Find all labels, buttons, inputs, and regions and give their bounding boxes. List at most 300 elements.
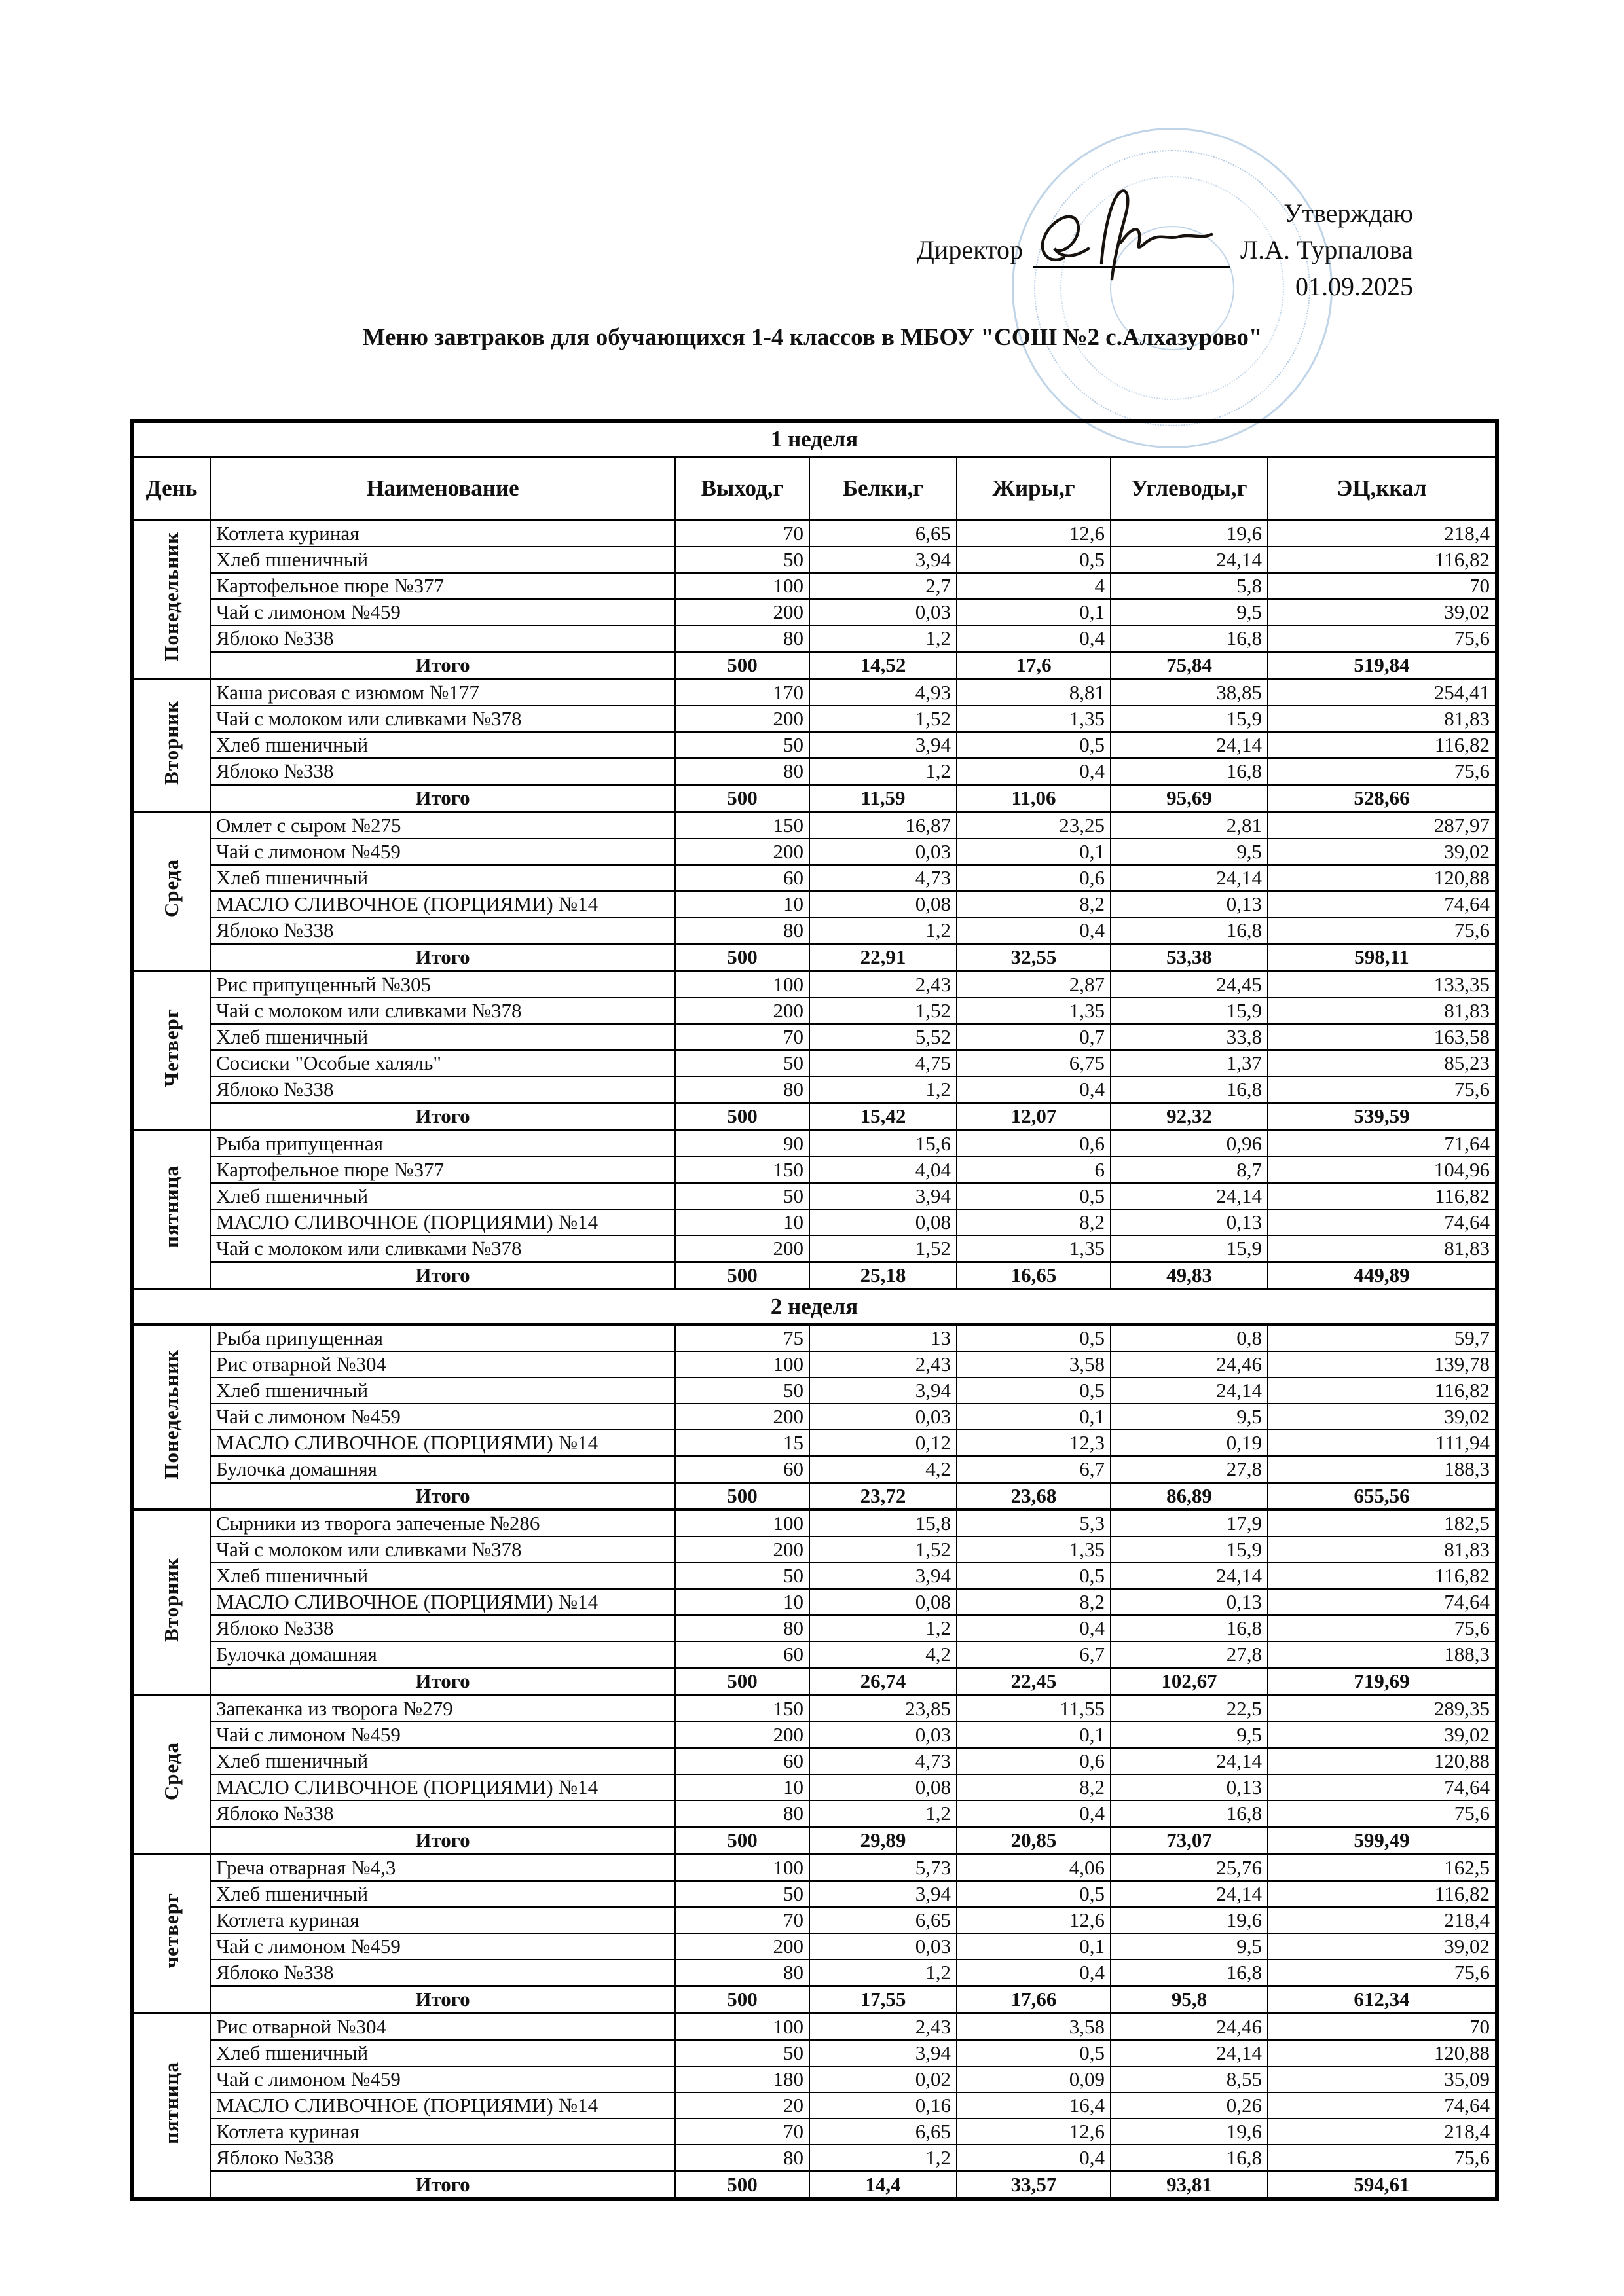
item-value-cell: 35,09	[1268, 2066, 1497, 2092]
item-name-cell: Запеканка из творога №279	[210, 1695, 675, 1722]
item-value-cell: 100	[675, 1854, 809, 1881]
menu-item-row	[132, 573, 1497, 599]
item-value-cell: 1,52	[809, 706, 957, 732]
item-value-cell: 0,8	[1111, 1324, 1268, 1351]
item-value-cell: 15,9	[1111, 1235, 1268, 1262]
day-label: Четверг	[160, 1008, 183, 1087]
item-value-cell: 4,2	[809, 1456, 957, 1483]
total-value-cell: 12,07	[957, 1103, 1111, 1131]
item-value-cell: 50	[675, 1050, 809, 1076]
item-value-cell: 12,6	[957, 520, 1111, 547]
menu-item-row	[132, 1563, 1497, 1589]
total-value-cell: 26,74	[809, 1668, 957, 1696]
item-value-cell: 50	[675, 1377, 809, 1404]
total-label: Итого	[210, 1103, 675, 1131]
item-value-cell: 1,35	[957, 1537, 1111, 1563]
item-value-cell: 80	[675, 1615, 809, 1641]
item-name-cell: Хлеб пшеничный	[210, 2040, 675, 2066]
day-label: Понедельник	[160, 531, 183, 662]
total-value-cell: 11,59	[809, 785, 957, 812]
item-value-cell: 6,65	[809, 2119, 957, 2145]
item-value-cell: 1,35	[957, 1235, 1111, 1262]
item-value-cell: 0,08	[809, 891, 957, 917]
item-value-cell: 81,83	[1268, 1537, 1497, 1563]
item-value-cell: 0,1	[957, 839, 1111, 865]
total-value-cell: 23,72	[809, 1483, 957, 1510]
item-value-cell: 0,08	[809, 1774, 957, 1800]
menu-item-row	[132, 1157, 1497, 1183]
total-value-cell: 86,89	[1111, 1483, 1268, 1510]
item-value-cell: 9,5	[1111, 839, 1268, 865]
item-value-cell: 38,85	[1111, 679, 1268, 706]
item-value-cell: 1,2	[809, 1076, 957, 1103]
item-value-cell: 1,52	[809, 998, 957, 1024]
item-value-cell: 80	[675, 2145, 809, 2172]
item-value-cell: 0,09	[957, 2066, 1111, 2092]
item-value-cell: 33,8	[1111, 1024, 1268, 1050]
item-value-cell: 75,6	[1268, 1615, 1497, 1641]
item-value-cell: 116,82	[1268, 547, 1497, 573]
item-value-cell: 200	[675, 1235, 809, 1262]
total-value-cell: 25,18	[809, 1262, 957, 1290]
menu-item-row	[132, 917, 1497, 944]
item-value-cell: 1,2	[809, 2145, 957, 2172]
item-value-cell: 6,7	[957, 1456, 1111, 1483]
total-value-cell: 75,84	[1111, 652, 1268, 680]
item-value-cell: 1,2	[809, 1615, 957, 1641]
item-value-cell: 0,03	[809, 839, 957, 865]
item-value-cell: 116,82	[1268, 1563, 1497, 1589]
total-value-cell: 594,61	[1268, 2172, 1497, 2200]
total-value-cell: 92,32	[1111, 1103, 1268, 1131]
item-value-cell: 200	[675, 1722, 809, 1748]
item-name-cell: Рис припущенный №305	[210, 971, 675, 998]
item-value-cell: 104,96	[1268, 1157, 1497, 1183]
item-value-cell: 24,46	[1111, 1351, 1268, 1377]
menu-item-row	[132, 706, 1497, 732]
item-value-cell: 71,64	[1268, 1130, 1497, 1157]
item-value-cell: 17,9	[1111, 1510, 1268, 1537]
item-value-cell: 0,1	[957, 1722, 1111, 1748]
item-value-cell: 11,55	[957, 1695, 1111, 1722]
item-value-cell: 6,65	[809, 520, 957, 547]
item-value-cell: 24,14	[1111, 547, 1268, 573]
item-value-cell: 12,6	[957, 2119, 1111, 2145]
item-value-cell: 3,94	[809, 1183, 957, 1209]
col-output: Выход,г	[675, 457, 809, 520]
day-total-row	[132, 1827, 1497, 1855]
item-value-cell: 2,87	[957, 971, 1111, 998]
menu-item-row	[132, 2040, 1497, 2066]
total-value-cell: 22,45	[957, 1668, 1111, 1696]
item-value-cell: 0,02	[809, 2066, 957, 2092]
week-header-row	[132, 421, 1497, 457]
item-name-cell: Хлеб пшеничный	[210, 547, 675, 573]
menu-item-row	[132, 1404, 1497, 1430]
menu-table	[130, 419, 1499, 2201]
day-cell	[132, 812, 210, 971]
item-name-cell: Сырники из творога запеченые №286	[210, 1510, 675, 1537]
item-name-cell: Хлеб пшеничный	[210, 865, 675, 891]
item-value-cell: 39,02	[1268, 1722, 1497, 1748]
total-value-cell: 449,89	[1268, 1262, 1497, 1290]
item-value-cell: 81,83	[1268, 706, 1497, 732]
item-value-cell: 200	[675, 998, 809, 1024]
item-value-cell: 0,4	[957, 1959, 1111, 1986]
item-value-cell: 16,8	[1111, 2145, 1268, 2172]
item-value-cell: 23,85	[809, 1695, 957, 1722]
menu-item-row	[132, 1183, 1497, 1209]
item-value-cell: 8,2	[957, 1209, 1111, 1235]
item-value-cell: 24,14	[1111, 1377, 1268, 1404]
item-value-cell: 74,64	[1268, 1589, 1497, 1615]
item-value-cell: 9,5	[1111, 1722, 1268, 1748]
item-value-cell: 0,4	[957, 758, 1111, 785]
item-name-cell: Яблоко №338	[210, 917, 675, 944]
item-value-cell: 23,25	[957, 812, 1111, 839]
item-value-cell: 9,5	[1111, 599, 1268, 625]
day-label: Понедельник	[160, 1349, 183, 1480]
item-name-cell: Котлета куриная	[210, 2119, 675, 2145]
item-value-cell: 139,78	[1268, 1351, 1497, 1377]
item-name-cell: МАСЛО СЛИВОЧНОЕ (ПОРЦИЯМИ) №14	[210, 891, 675, 917]
item-value-cell: 0,13	[1111, 1589, 1268, 1615]
item-value-cell: 0,1	[957, 1933, 1111, 1959]
item-value-cell: 22,5	[1111, 1695, 1268, 1722]
day-total-row	[132, 944, 1497, 972]
item-value-cell: 4,73	[809, 1748, 957, 1774]
total-value-cell: 17,66	[957, 1986, 1111, 2014]
total-label: Итого	[210, 1986, 675, 2014]
item-value-cell: 24,46	[1111, 2013, 1268, 2040]
item-value-cell: 0,5	[957, 1377, 1111, 1404]
item-name-cell: Чай с молоком или сливками №378	[210, 1537, 675, 1563]
item-value-cell: 4,06	[957, 1854, 1111, 1881]
total-label: Итого	[210, 1483, 675, 1510]
day-label: пятница	[160, 1165, 183, 1248]
item-value-cell: 0,12	[809, 1430, 957, 1456]
item-value-cell: 188,3	[1268, 1456, 1497, 1483]
item-value-cell: 60	[675, 1641, 809, 1668]
item-value-cell: 0,03	[809, 599, 957, 625]
item-value-cell: 3,94	[809, 2040, 957, 2066]
item-name-cell: Хлеб пшеничный	[210, 732, 675, 758]
menu-table-wrap	[130, 419, 1499, 2201]
item-value-cell: 15,9	[1111, 998, 1268, 1024]
item-name-cell: Котлета куриная	[210, 1907, 675, 1933]
item-value-cell: 50	[675, 2040, 809, 2066]
item-value-cell: 16,8	[1111, 1959, 1268, 1986]
item-value-cell: 0,4	[957, 2145, 1111, 2172]
item-name-cell: Омлет с сыром №275	[210, 812, 675, 839]
menu-item-row	[132, 1050, 1497, 1076]
menu-item-row	[132, 998, 1497, 1024]
item-value-cell: 75,6	[1268, 1076, 1497, 1103]
approval-block	[917, 195, 1413, 305]
item-value-cell: 70	[1268, 573, 1497, 599]
item-value-cell: 50	[675, 547, 809, 573]
item-value-cell: 8,2	[957, 891, 1111, 917]
item-value-cell: 150	[675, 1157, 809, 1183]
item-value-cell: 1,2	[809, 1800, 957, 1827]
item-value-cell: 116,82	[1268, 1183, 1497, 1209]
total-value-cell: 612,34	[1268, 1986, 1497, 2014]
item-value-cell: 70	[1268, 2013, 1497, 2040]
total-value-cell: 500	[675, 1103, 809, 1131]
item-value-cell: 4,93	[809, 679, 957, 706]
item-name-cell: Картофельное пюре №377	[210, 573, 675, 599]
item-value-cell: 200	[675, 599, 809, 625]
day-total-row	[132, 652, 1497, 680]
item-name-cell: Яблоко №338	[210, 1076, 675, 1103]
item-name-cell: Хлеб пшеничный	[210, 1377, 675, 1404]
total-value-cell: 17,6	[957, 652, 1111, 680]
item-name-cell: МАСЛО СЛИВОЧНОЕ (ПОРЦИЯМИ) №14	[210, 1774, 675, 1800]
item-value-cell: 81,83	[1268, 1235, 1497, 1262]
item-name-cell: Чай с лимоном №459	[210, 1933, 675, 1959]
item-value-cell: 2,43	[809, 1351, 957, 1377]
total-value-cell: 519,84	[1268, 652, 1497, 680]
item-value-cell: 39,02	[1268, 839, 1497, 865]
col-carbs: Углеводы,г	[1111, 457, 1268, 520]
item-name-cell: МАСЛО СЛИВОЧНОЕ (ПОРЦИЯМИ) №14	[210, 2092, 675, 2119]
total-value-cell: 14,4	[809, 2172, 957, 2200]
item-value-cell: 24,14	[1111, 1563, 1268, 1589]
item-value-cell: 39,02	[1268, 1404, 1497, 1430]
item-value-cell: 3,58	[957, 2013, 1111, 2040]
menu-item-row	[132, 1377, 1497, 1404]
menu-item-row	[132, 1537, 1497, 1563]
item-name-cell: Котлета куриная	[210, 520, 675, 547]
item-value-cell: 15,9	[1111, 1537, 1268, 1563]
item-value-cell: 6,65	[809, 1907, 957, 1933]
item-value-cell: 0,96	[1111, 1130, 1268, 1157]
total-value-cell: 500	[675, 1262, 809, 1290]
item-value-cell: 100	[675, 573, 809, 599]
item-value-cell: 0,5	[957, 732, 1111, 758]
item-name-cell: Рыба припущенная	[210, 1130, 675, 1157]
item-value-cell: 0,4	[957, 625, 1111, 652]
week-header: 1 неделя	[132, 421, 1497, 457]
item-value-cell: 287,97	[1268, 812, 1497, 839]
item-value-cell: 16,8	[1111, 625, 1268, 652]
menu-item-row	[132, 1076, 1497, 1103]
item-value-cell: 0,13	[1111, 891, 1268, 917]
item-value-cell: 15,6	[809, 1130, 957, 1157]
item-value-cell: 20	[675, 2092, 809, 2119]
director-label: Директор	[916, 235, 1023, 264]
week-header-row	[132, 1289, 1497, 1324]
item-value-cell: 2,43	[809, 971, 957, 998]
item-name-cell: Каша рисовая с изюмом №177	[210, 679, 675, 706]
day-total-row	[132, 785, 1497, 812]
item-value-cell: 0,6	[957, 1748, 1111, 1774]
item-value-cell: 24,14	[1111, 865, 1268, 891]
item-value-cell: 100	[675, 1351, 809, 1377]
item-name-cell: Чай с молоком или сливками №378	[210, 1235, 675, 1262]
page-title: Меню завтраков для обучающихся 1-4 классов в МБОУ "СОШ №2 с.Алхазурово"	[362, 324, 1263, 351]
director-line	[917, 232, 1413, 268]
item-value-cell: 74,64	[1268, 1209, 1497, 1235]
menu-item-row	[132, 2145, 1497, 2172]
day-cell	[132, 1695, 210, 1854]
menu-item-row	[132, 839, 1497, 865]
item-value-cell: 2,7	[809, 573, 957, 599]
item-value-cell: 0,5	[957, 1881, 1111, 1907]
total-value-cell: 95,8	[1111, 1986, 1268, 2014]
day-total-row	[132, 1668, 1497, 1696]
col-fat: Жиры,г	[957, 457, 1111, 520]
menu-item-row	[132, 1695, 1497, 1722]
menu-item-row	[132, 812, 1497, 839]
item-value-cell: 0,03	[809, 1933, 957, 1959]
item-value-cell: 12,3	[957, 1430, 1111, 1456]
total-value-cell: 14,52	[809, 652, 957, 680]
item-value-cell: 218,4	[1268, 2119, 1497, 2145]
item-value-cell: 0,03	[809, 1722, 957, 1748]
menu-item-row	[132, 547, 1497, 573]
total-label: Итого	[210, 944, 675, 972]
item-name-cell: Чай с молоком или сливками №378	[210, 998, 675, 1024]
item-value-cell: 200	[675, 706, 809, 732]
signature-line	[1033, 237, 1230, 268]
menu-item-row	[132, 758, 1497, 785]
item-name-cell: Чай с лимоном №459	[210, 839, 675, 865]
item-name-cell: Чай с лимоном №459	[210, 599, 675, 625]
item-value-cell: 0,13	[1111, 1209, 1268, 1235]
item-value-cell: 24,45	[1111, 971, 1268, 998]
item-value-cell: 24,14	[1111, 1183, 1268, 1209]
menu-item-row	[132, 1589, 1497, 1615]
item-value-cell: 254,41	[1268, 679, 1497, 706]
item-name-cell: Рис отварной №304	[210, 1351, 675, 1377]
item-value-cell: 80	[675, 758, 809, 785]
menu-item-row	[132, 1456, 1497, 1483]
item-value-cell: 10	[675, 1774, 809, 1800]
total-label: Итого	[210, 1827, 675, 1855]
total-value-cell: 73,07	[1111, 1827, 1268, 1855]
item-value-cell: 6	[957, 1157, 1111, 1183]
item-value-cell: 16,8	[1111, 758, 1268, 785]
day-cell	[132, 1324, 210, 1510]
item-value-cell: 15,9	[1111, 706, 1268, 732]
item-value-cell: 1,52	[809, 1537, 957, 1563]
item-value-cell: 0,6	[957, 865, 1111, 891]
item-value-cell: 0,4	[957, 1615, 1111, 1641]
item-value-cell: 163,58	[1268, 1024, 1497, 1050]
item-name-cell: Чай с лимоном №459	[210, 1404, 675, 1430]
approve-word: Утверждаю	[1283, 198, 1413, 228]
item-value-cell: 80	[675, 917, 809, 944]
item-value-cell: 60	[675, 1456, 809, 1483]
item-value-cell: 0,5	[957, 1183, 1111, 1209]
item-value-cell: 39,02	[1268, 1933, 1497, 1959]
item-name-cell: Хлеб пшеничный	[210, 1748, 675, 1774]
item-name-cell: Хлеб пшеничный	[210, 1183, 675, 1209]
item-value-cell: 5,73	[809, 1854, 957, 1881]
menu-item-row	[132, 865, 1497, 891]
item-name-cell: Булочка домашняя	[210, 1456, 675, 1483]
item-value-cell: 0,03	[809, 1404, 957, 1430]
signature	[1033, 178, 1230, 286]
item-value-cell: 25,76	[1111, 1854, 1268, 1881]
total-label: Итого	[210, 652, 675, 680]
item-value-cell: 80	[675, 625, 809, 652]
menu-item-row	[132, 1209, 1497, 1235]
day-cell	[132, 2013, 210, 2199]
item-value-cell: 0,1	[957, 1404, 1111, 1430]
item-name-cell: Чай с лимоном №459	[210, 1722, 675, 1748]
item-value-cell: 3,94	[809, 732, 957, 758]
total-value-cell: 500	[675, 785, 809, 812]
day-cell	[132, 1130, 210, 1289]
col-kcal: ЭЦ,ккал	[1268, 457, 1497, 520]
item-value-cell: 75,6	[1268, 1800, 1497, 1827]
item-value-cell: 4	[957, 573, 1111, 599]
item-name-cell: Булочка домашняя	[210, 1641, 675, 1668]
menu-item-row	[132, 1510, 1497, 1537]
item-value-cell: 6,75	[957, 1050, 1111, 1076]
total-value-cell: 93,81	[1111, 2172, 1268, 2200]
menu-item-row	[132, 1324, 1497, 1351]
menu-item-row	[132, 1130, 1497, 1157]
item-name-cell: Хлеб пшеничный	[210, 1563, 675, 1589]
item-value-cell: 50	[675, 1183, 809, 1209]
item-value-cell: 80	[675, 1800, 809, 1827]
item-value-cell: 4,04	[809, 1157, 957, 1183]
item-value-cell: 24,14	[1111, 2040, 1268, 2066]
item-value-cell: 16,87	[809, 812, 957, 839]
item-value-cell: 8,2	[957, 1589, 1111, 1615]
item-value-cell: 90	[675, 1130, 809, 1157]
item-value-cell: 75,6	[1268, 1959, 1497, 1986]
total-value-cell: 528,66	[1268, 785, 1497, 812]
menu-item-row	[132, 520, 1497, 547]
item-value-cell: 120,88	[1268, 865, 1497, 891]
menu-item-row	[132, 679, 1497, 706]
day-total-row	[132, 1986, 1497, 2014]
total-value-cell: 598,11	[1268, 944, 1497, 972]
item-name-cell: Яблоко №338	[210, 2145, 675, 2172]
total-value-cell: 20,85	[957, 1827, 1111, 1855]
item-value-cell: 6,7	[957, 1641, 1111, 1668]
total-value-cell: 655,56	[1268, 1483, 1497, 1510]
item-value-cell: 24,14	[1111, 1881, 1268, 1907]
item-value-cell: 24,14	[1111, 732, 1268, 758]
item-value-cell: 39,02	[1268, 599, 1497, 625]
item-name-cell: Рис отварной №304	[210, 2013, 675, 2040]
item-value-cell: 15,8	[809, 1510, 957, 1537]
item-value-cell: 218,4	[1268, 520, 1497, 547]
item-value-cell: 0,13	[1111, 1774, 1268, 1800]
total-value-cell: 539,59	[1268, 1103, 1497, 1131]
total-label: Итого	[210, 2172, 675, 2200]
menu-item-row	[132, 891, 1497, 917]
menu-item-row	[132, 1959, 1497, 1986]
item-value-cell: 19,6	[1111, 520, 1268, 547]
item-value-cell: 0,4	[957, 1076, 1111, 1103]
item-value-cell: 162,5	[1268, 1854, 1497, 1881]
item-value-cell: 0,26	[1111, 2092, 1268, 2119]
day-label: Вторник	[160, 1557, 183, 1642]
day-label: Среда	[160, 859, 183, 918]
item-value-cell: 5,8	[1111, 573, 1268, 599]
item-value-cell: 70	[675, 1024, 809, 1050]
item-value-cell: 218,4	[1268, 1907, 1497, 1933]
total-value-cell: 33,57	[957, 2172, 1111, 2200]
menu-item-row	[132, 1615, 1497, 1641]
item-value-cell: 150	[675, 1695, 809, 1722]
